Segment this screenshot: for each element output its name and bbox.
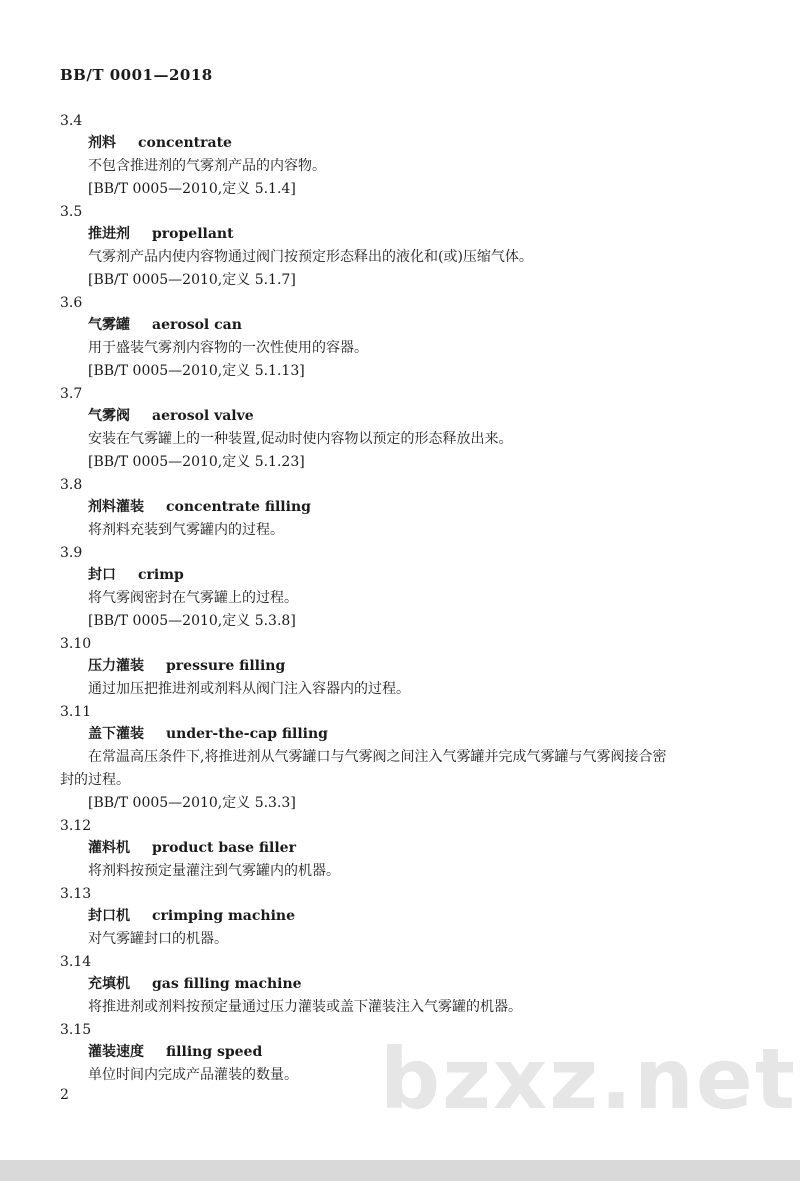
term-en: crimp [138, 567, 184, 583]
term-title [88, 907, 295, 925]
term-zh: 剂料灌装 [88, 499, 144, 515]
definition-text: 将推进剂或剂料按预定量通过压力灌装或盖下灌装注入气雾罐的机器。 [88, 999, 522, 1015]
term-title [88, 407, 254, 425]
scan-edge [0, 1160, 800, 1181]
entry-number: 3.4 [60, 113, 83, 129]
entry-number: 3.7 [60, 386, 83, 402]
term-title [88, 134, 232, 152]
term-en: under-the-cap filling [166, 726, 328, 742]
term-zh: 封口 [88, 567, 116, 583]
reference-text: [BB/T 0005—2010,定义 5.1.4] [88, 181, 296, 197]
entry-number: 3.6 [60, 295, 83, 311]
definition-text: 在常温高压条件下,将推进剂从气雾罐口与气雾阀之间注入气雾罐并完成气雾罐与气雾阀接合密 [88, 749, 667, 765]
term-zh: 剂料 [88, 135, 116, 151]
term-zh: 盖下灌装 [88, 726, 144, 742]
definition-text: 单位时间内完成产品灌装的数量。 [88, 1067, 298, 1083]
term-en: product base filler [152, 840, 296, 856]
watermark: bzxz.net [380, 1030, 797, 1128]
entry-number: 3.14 [60, 954, 92, 970]
definition-text: 安装在气雾罐上的一种装置,促动时使内容物以预定的形态释放出来。 [88, 431, 513, 447]
term-en: filling speed [166, 1044, 263, 1060]
definition-text: 通过加压把推进剂或剂料从阀门注入容器内的过程。 [88, 681, 410, 697]
term-en: aerosol valve [152, 408, 254, 424]
page-number: 2 [60, 1087, 69, 1103]
definition-text: 气雾剂产品内使内容物通过阀门按预定形态释出的液化和(或)压缩气体。 [88, 249, 533, 265]
term-title [88, 839, 296, 857]
term-zh: 气雾阀 [88, 408, 130, 424]
term-title [88, 316, 242, 334]
term-en: pressure filling [166, 658, 286, 674]
term-title [88, 1043, 262, 1061]
definition-text: 不包含推进剂的气雾剂产品的内容物。 [88, 158, 326, 174]
term-title [88, 566, 184, 584]
entry-number: 3.12 [60, 818, 92, 834]
definition-text: 将剂料充装到气雾罐内的过程。 [88, 522, 284, 538]
term-en: gas filling machine [152, 976, 302, 992]
reference-text: [BB/T 0005—2010,定义 5.3.8] [88, 613, 296, 629]
term-zh: 灌料机 [88, 840, 130, 856]
term-zh: 灌装速度 [88, 1044, 144, 1060]
entry-number: 3.15 [60, 1022, 92, 1038]
reference-text: [BB/T 0005—2010,定义 5.1.13] [88, 363, 305, 379]
definition-text: 将气雾阀密封在气雾罐上的过程。 [88, 590, 298, 606]
entry-number: 3.8 [60, 477, 83, 493]
standard-header: BB/T 0001—2018 [60, 66, 213, 84]
term-zh: 压力灌装 [88, 658, 144, 674]
term-title [88, 225, 234, 243]
entry-number: 3.5 [60, 204, 83, 220]
definition-text: 对气雾罐封口的机器。 [88, 931, 228, 947]
entry-number: 3.13 [60, 886, 92, 902]
term-title [88, 498, 311, 516]
term-en: concentrate filling [166, 499, 311, 515]
term-zh: 封口机 [88, 908, 130, 924]
term-zh: 充填机 [88, 976, 130, 992]
entry-number: 3.10 [60, 636, 92, 652]
term-en: propellant [152, 226, 234, 242]
term-en: crimping machine [152, 908, 295, 924]
term-en: aerosol can [152, 317, 242, 333]
term-en: concentrate [138, 135, 232, 151]
entry-number: 3.11 [60, 704, 92, 720]
term-title [88, 725, 328, 743]
definition-text: 用于盛装气雾剂内容物的一次性使用的容器。 [88, 340, 368, 356]
term-title [88, 657, 285, 675]
reference-text: [BB/T 0005—2010,定义 5.1.7] [88, 272, 296, 288]
reference-text: [BB/T 0005—2010,定义 5.1.23] [88, 454, 305, 470]
term-zh: 推进剂 [88, 226, 130, 242]
definition-text: 将剂料按预定量灌注到气雾罐内的机器。 [88, 863, 340, 879]
term-zh: 气雾罐 [88, 317, 130, 333]
reference-text: [BB/T 0005—2010,定义 5.3.3] [88, 795, 296, 811]
term-title [88, 975, 302, 993]
definition-continuation: 封的过程。 [60, 772, 130, 788]
entry-number: 3.9 [60, 545, 83, 561]
